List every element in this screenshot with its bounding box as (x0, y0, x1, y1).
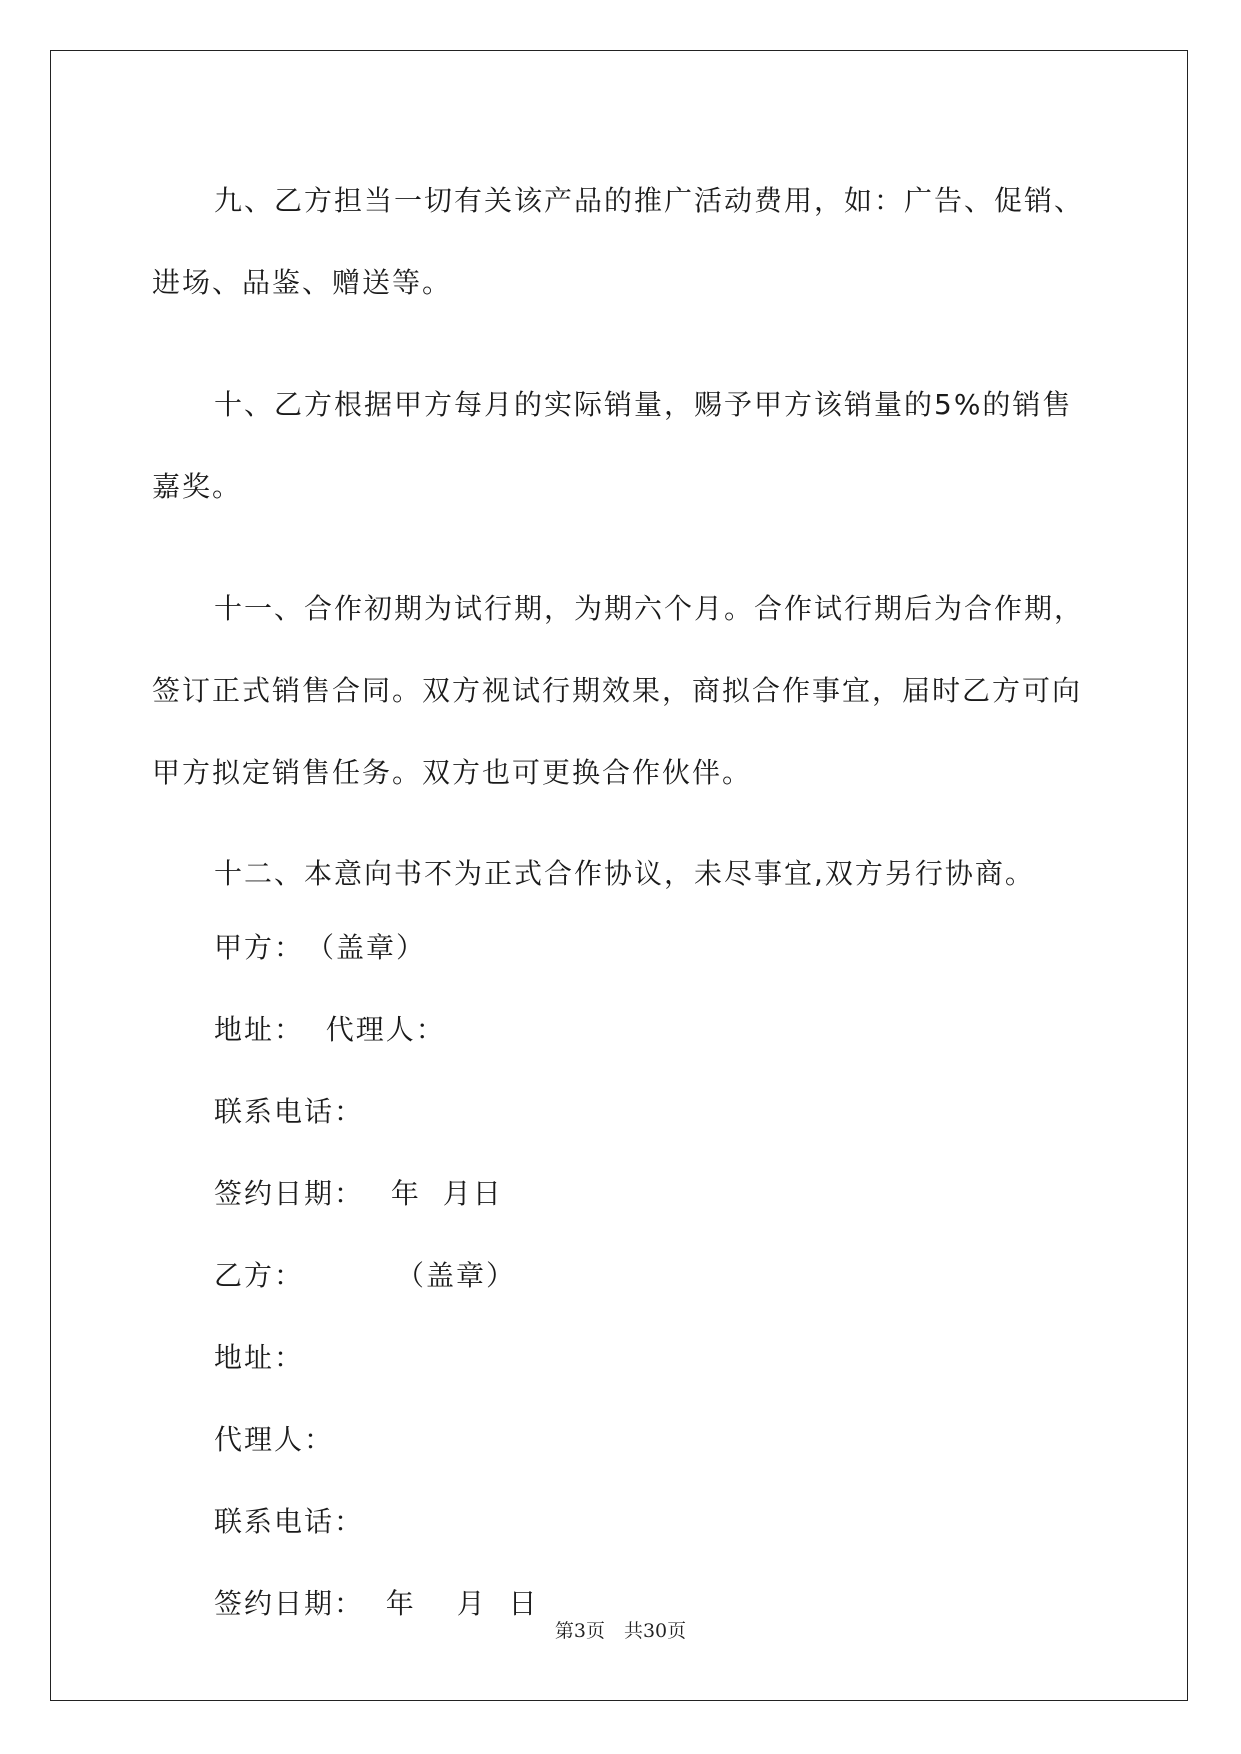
party-b-sign-date: 签约日期： 年 月 日 (214, 1587, 539, 1620)
party-a-sign-date: 签约日期： 年 月日 (214, 1177, 503, 1210)
party-b-phone: 联系电话： (214, 1505, 365, 1538)
party-a-address-agent: 地址： 代理人： (214, 1013, 446, 1046)
clause-nine: 九、乙方担当一切有关该产品的推广活动费用，如：广告、促销、进场、品鉴、赠送等。 (152, 184, 1085, 299)
document-body (152, 160, 1092, 1666)
party-a-seal: 甲方： （盖章） (214, 931, 427, 964)
party-b-address: 地址： (214, 1341, 305, 1374)
clause-ten: 十、乙方根据甲方每月的实际销量，赐予甲方该销量的5%的销售嘉奖。 (152, 388, 1073, 503)
party-b-seal: 乙方： （盖章） (214, 1259, 517, 1292)
party-a-phone: 联系电话： (214, 1095, 365, 1128)
party-b-agent: 代理人： (214, 1423, 335, 1456)
clause-twelve: 十二、本意向书不为正式合作协议，未尽事宜,双方另行协商。 (214, 857, 1035, 890)
page-number: 第3页 共30页 (554, 1620, 687, 1642)
clause-eleven: 十一、合作初期为试行期，为期六个月。合作试行期后为合作期，签订正式销售合同。双方视试行期效果，商拟合作事宜，届时乙方可向甲方拟定销售任务。双方也可更换合作伙伴。 (152, 592, 1085, 789)
